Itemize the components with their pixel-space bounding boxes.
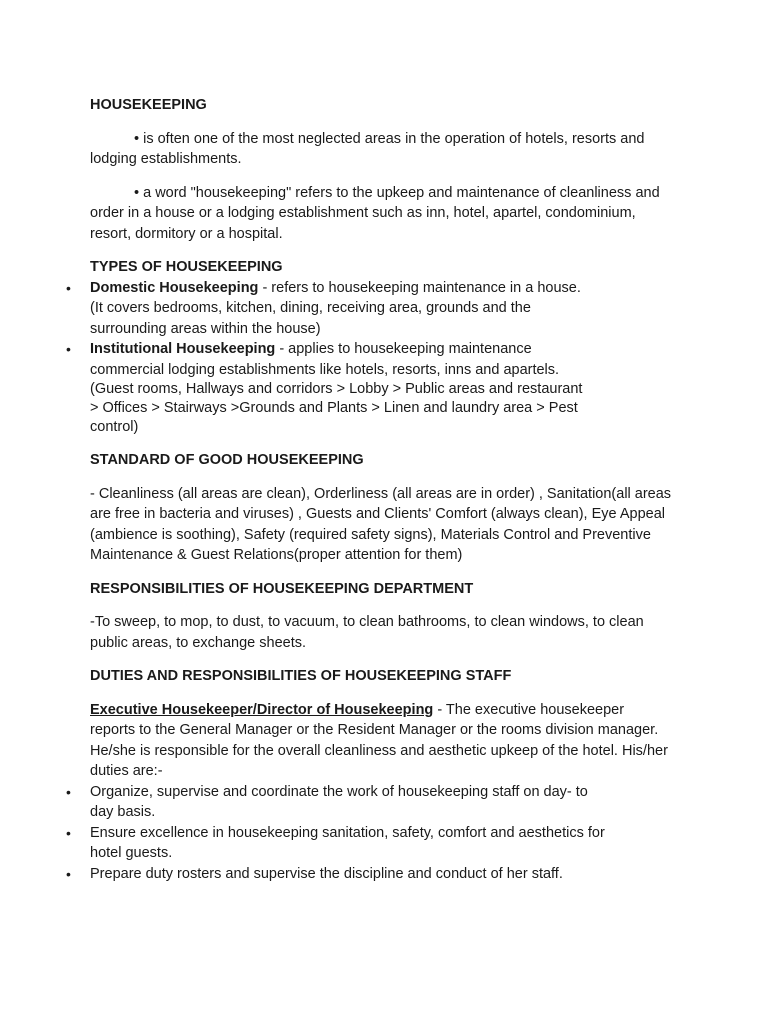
duties-list (66, 782, 610, 885)
responsibilities-paragraph: -To sweep, to mop, to dust, to vacuum, to clean bathrooms, to clean windows, to clean public areas, to exchange sheets. (90, 614, 644, 651)
type-description: - applies to housekeeping maintenance commercial lodging establishments like hotels, resorts, inns and apartels. (90, 341, 560, 378)
type-description: - refers to housekeeping maintenance in a house. (It covers bedrooms, kitchen, dining, receiving area, grounds and the surrounding areas within the house) (90, 279, 581, 337)
types-list (66, 278, 585, 438)
bullet-icon: • (66, 824, 71, 841)
intro-paragraph-2: • a word "housekeeping" refers to the upkeep and maintenance of cleanliness and order in a house or a lodging establishment such as inn, hotel, apartel, condominium, resort, dormitory or a hospital. (90, 184, 660, 242)
type-term: Domestic Housekeeping (90, 279, 259, 296)
type-term: Institutional Housekeeping (90, 341, 276, 357)
heading-standard: STANDARD OF GOOD HOUSEKEEPING (90, 452, 364, 468)
list-item (66, 339, 585, 437)
duty-text: Ensure excellence in housekeeping sanitation, safety, comfort and aesthetics for hotel guests. (90, 824, 605, 861)
standard-paragraph: - Cleanliness (all areas are clean), Orderliness (all areas are in order) , Sanitation(all areas are free in bacteria and viruses) , Guests and Clients' Comfort (always clean), Eye Appeal (ambience is soothing), Safety (required safety signs), Materials Control and Preventive Maintenance & Guest Relations(proper attention for them) (90, 485, 672, 563)
heading-duties: DUTIES AND RESPONSIBILITIES OF HOUSEKEEPING STAFF (90, 668, 512, 684)
bullet-icon: • (66, 783, 71, 800)
heading-responsibilities: RESPONSIBILITIES OF HOUSEKEEPING DEPARTMENT (90, 580, 474, 597)
bullet-icon: • (66, 279, 71, 296)
heading-types: TYPES OF HOUSEKEEPING (90, 259, 283, 275)
executive-housekeeper-paragraph (90, 700, 672, 782)
list-item (66, 823, 610, 864)
type-detail: (Guest rooms, Hallways and corridors > Lobby > Public areas and restaurant > Offices > Stairways >Grounds and Plants > Linen and laundry area > Pest control) (90, 381, 583, 435)
list-item (66, 278, 585, 340)
bullet-icon: • (66, 341, 71, 357)
duty-text: Organize, supervise and coordinate the work of housekeeping staff on day- to day basis. (90, 783, 588, 820)
executive-housekeeper-title: Executive Housekeeper/Director of Housekeeping (90, 701, 434, 718)
executive-housekeeper-description: - The executive housekeeper reports to the General Manager or the Resident Manager or the rooms division manager. He/she is responsible for the overall cleanliness and aesthetic upkeep of the hotel. His/her duties are:- (90, 701, 668, 779)
duty-text: Prepare duty rosters and supervise the discipline and conduct of her staff. (90, 865, 563, 882)
intro-paragraph-1: • is often one of the most neglected areas in the operation of hotels, resorts and lodging establishments. (90, 130, 645, 167)
heading-housekeeping: HOUSEKEEPING (90, 97, 207, 113)
list-item (66, 864, 610, 885)
bullet-icon: • (66, 865, 71, 882)
list-item (66, 782, 610, 823)
